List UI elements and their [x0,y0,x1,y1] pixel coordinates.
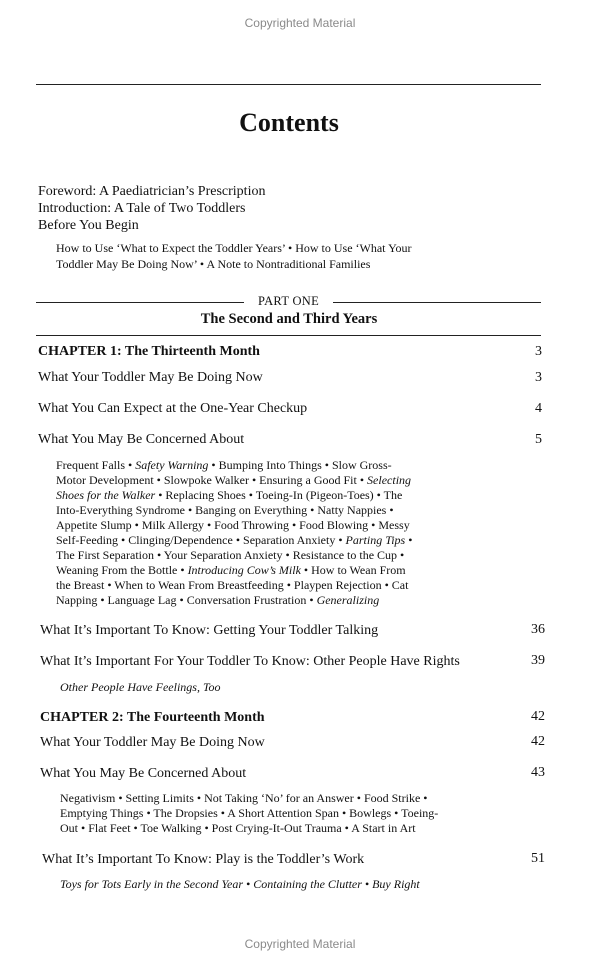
top-divider [36,84,541,85]
toc-entry-fourteenth-concerned[interactable]: What You May Be Concerned About [40,766,247,781]
before-you-begin-topics-line-1: How to Use ‘What to Expect the Toddler Years’ • How to Use ‘What Your [56,241,412,255]
concerns-topics-line: Into-Everything Syndrome • Banging on Everything • Natty Nappies • [56,503,394,517]
toc-entry-fourteenth-doing-now[interactable]: What Your Toddler May Be Doing Now [40,735,265,750]
concerns-topics-line: the Breast • When to Wean From Breastfeeding • Playpen Rejection • Cat [56,578,409,592]
part-label: PART ONE [258,294,320,308]
toc-entry-page: 42 [531,734,545,749]
chapter-2-page: 42 [531,709,545,724]
part-rule-right [333,302,541,303]
concerns-topics-line: Out • Flat Feet • Toe Walking • Post Crying-It-Out Trauma • A Start in Art [60,821,416,835]
toc-entry-getting-toddler-talking[interactable]: What It’s Important To Know: Getting Your Toddler Talking [40,623,379,638]
chapter-1-page: 3 [535,344,542,359]
concerns-topics-line: Negativism • Setting Limits • Not Taking ‘No’ for an Answer • Food Strike • [60,791,428,805]
toc-entry-page: 39 [531,653,545,668]
toc-entry-page: 43 [531,765,545,780]
chapter-2-heading[interactable]: CHAPTER 2: The Fourteenth Month [40,710,265,725]
concerns-topics-line: Appetite Slump • Milk Allergy • Food Throwing • Food Blowing • Messy [56,518,410,532]
toc-foreword[interactable]: Foreword: A Paediatrician’s Prescription [38,184,266,199]
concerns-topics-line: Motor Development • Slowpoke Walker • Ensuring a Good Fit • Selecting [56,473,412,487]
toc-entry-page: 51 [531,851,545,866]
concerns-topics-line: Emptying Things • The Dropsies • A Short Attention Span • Bowlegs • Toeing- [60,806,439,820]
part-rule-left [36,302,244,303]
toc-introduction[interactable]: Introduction: A Tale of Two Toddlers [38,201,246,216]
concerns-topics-line: Napping • Language Lag • Conversation Frustration • Generalizing [56,593,380,607]
chapter-1-heading[interactable]: CHAPTER 1: The Thirteenth Month [38,344,260,359]
concerns-topics-line: Shoes for the Walker • Replacing Shoes • Toeing-In (Pigeon-Toes) • The [56,488,403,502]
part-title: The Second and Third Years [200,311,378,327]
copyright-watermark-bottom: Copyrighted Material [244,937,356,951]
play-subtopics: Toys for Tots Early in the Second Year • Containing the Clutter • Buy Right [60,877,420,891]
toc-entry-toddler-doing-now[interactable]: What Your Toddler May Be Doing Now [38,370,263,385]
concerns-topics-line: Weaning From the Bottle • Introducing Cow’s Milk • How to Wean From [56,563,406,577]
rights-subtopic: Other People Have Feelings, Too [60,680,221,694]
concerns-topics-line: Frequent Falls • Safety Warning • Bumping Into Things • Slow Gross- [56,458,392,472]
copyright-watermark-top: Copyrighted Material [244,16,356,30]
toc-entry-page: 5 [535,432,542,447]
toc-entry-page: 4 [535,401,542,416]
page-title: Contents [239,108,339,137]
toc-entry-play-toddler-work[interactable]: What It’s Important To Know: Play is the Toddler’s Work [42,852,365,867]
toc-before-you-begin[interactable]: Before You Begin [38,218,139,233]
before-you-begin-topics-line-2: Toddler May Be Doing Now’ • A Note to Nontraditional Families [56,257,371,271]
toc-entry-one-year-checkup[interactable]: What You Can Expect at the One-Year Checkup [38,401,308,416]
toc-entry-page: 3 [535,370,542,385]
toc-entry-page: 36 [531,622,545,637]
part-bottom-divider [36,335,541,336]
concerns-topics-line: The First Separation • Your Separation Anxiety • Resistance to the Cup • [56,548,405,562]
concerns-topics-line: Self-Feeding • Clinging/Dependence • Separation Anxiety • Parting Tips • [56,533,413,547]
toc-entry-concerned-about[interactable]: What You May Be Concerned About [38,432,245,447]
toc-entry-other-people-rights[interactable]: What It’s Important For Your Toddler To Know: Other People Have Rights [40,654,460,669]
